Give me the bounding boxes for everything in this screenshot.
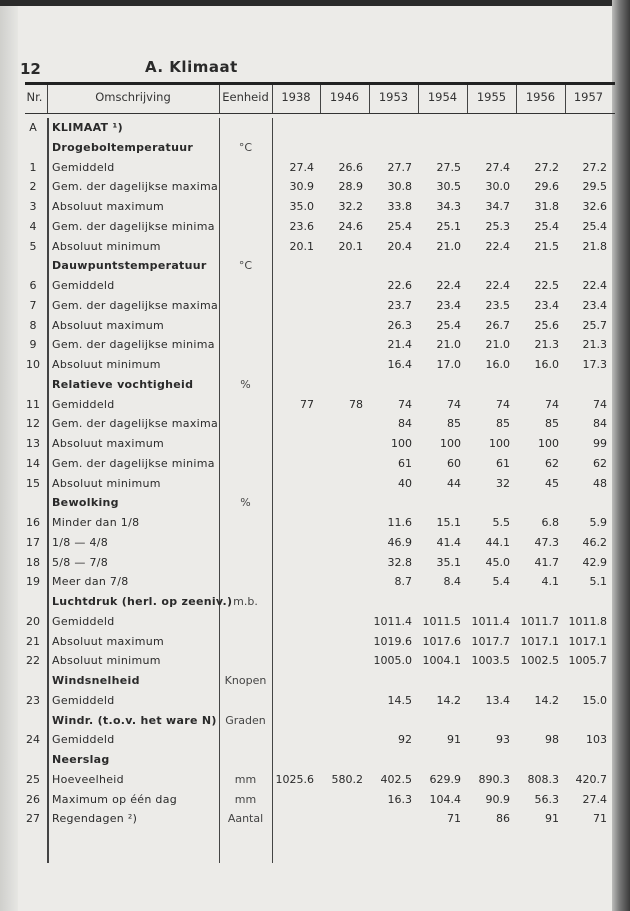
header-bottom-rule — [25, 113, 615, 114]
value-1953: 8.7 — [394, 575, 412, 589]
row-number: 22 — [26, 654, 40, 668]
group-heading: Dauwpuntstemperatuur — [52, 259, 207, 273]
table-row — [22, 771, 622, 790]
value-1953: 20.4 — [387, 239, 412, 253]
value-1953: 33.8 — [387, 200, 412, 213]
row-description: Gem. der dagelijkse maxima — [52, 180, 219, 194]
value-1954: 71 — [447, 812, 461, 826]
row-number: 26 — [26, 792, 40, 806]
scan-top-edge — [0, 0, 630, 6]
value-1956: 21.3 — [534, 338, 559, 352]
value-1954: 21.0 — [436, 338, 461, 352]
value-1953: 21.4 — [387, 338, 412, 352]
value-1956: 1002.5 — [520, 654, 559, 668]
row-number: 16 — [26, 516, 40, 529]
value-1938: 77 — [300, 397, 314, 411]
value-1955: 16.0 — [485, 358, 510, 371]
value-1957: 22.4 — [582, 279, 607, 292]
row-number: 23 — [26, 693, 40, 707]
value-1938: 27.4 — [289, 160, 314, 174]
table-row — [22, 810, 622, 829]
header-divider — [369, 85, 370, 113]
value-1953: 27.7 — [387, 160, 412, 174]
row-number: 8 — [29, 318, 37, 332]
table-row — [22, 178, 622, 197]
value-1953: 92 — [398, 733, 412, 747]
row-description: Regendagen ²) — [52, 812, 138, 826]
value-1956: 31.8 — [534, 200, 559, 213]
table-row — [22, 593, 622, 612]
row-description: Gemiddeld — [52, 397, 115, 411]
row-description: Gemiddeld — [52, 160, 115, 174]
table-row — [22, 139, 622, 158]
page-binding-edge — [0, 0, 18, 911]
column-header-1955: 1955 — [476, 90, 507, 104]
table-row — [22, 514, 622, 533]
value-1954: 74 — [447, 397, 461, 411]
row-number: 17 — [26, 535, 40, 549]
row-description: Absoluut minimum — [52, 239, 161, 253]
table-row — [22, 633, 622, 652]
table-row — [22, 119, 622, 138]
value-1957: 29.5 — [582, 180, 607, 194]
value-1956: 45 — [545, 476, 559, 490]
value-1956: 56.3 — [534, 792, 559, 806]
value-1955: 21.0 — [485, 338, 510, 352]
value-1953: 23.7 — [387, 298, 412, 312]
table-row — [22, 791, 622, 810]
value-1957: 27.4 — [582, 792, 607, 806]
row-description: 1/8 — 4/8 — [52, 535, 109, 549]
value-1957: 21.8 — [582, 239, 607, 253]
row-number: 6 — [29, 279, 37, 292]
table-row — [22, 198, 622, 217]
column-header-omschrijving: Omschrijving — [95, 90, 171, 104]
row-description: Absoluut maximum — [52, 318, 165, 332]
table-row — [22, 317, 622, 336]
value-1955: 1017.7 — [471, 634, 510, 648]
value-1946: 78 — [349, 397, 363, 411]
row-description: Gemiddeld — [52, 733, 115, 747]
value-1956: 21.5 — [534, 239, 559, 253]
table-row — [22, 712, 622, 731]
value-1956: 6.8 — [541, 516, 559, 529]
row-description: Maximum op één dag — [52, 792, 178, 806]
row-number: 24 — [26, 733, 40, 747]
value-1957: 5.9 — [589, 516, 607, 529]
value-1957: 42.9 — [582, 555, 607, 569]
value-1953: 74 — [398, 397, 412, 411]
value-1953: 1011.4 — [373, 614, 412, 628]
value-1955: 100 — [489, 437, 510, 450]
row-number: 9 — [29, 338, 37, 352]
value-1957: 32.6 — [582, 200, 607, 213]
value-1955: 25.3 — [485, 219, 510, 233]
value-1957: 420.7 — [575, 772, 607, 786]
row-description: Hoeveelheid — [52, 772, 124, 786]
row-number: 19 — [26, 575, 40, 589]
value-1956: 47.3 — [534, 535, 559, 549]
header-divider — [467, 85, 468, 113]
group-heading: Luchtdruk (herl. op zeeniv.) — [52, 595, 233, 608]
value-1957: 15.0 — [582, 693, 607, 707]
row-description: Absoluut maximum — [52, 437, 165, 450]
group-heading: Windr. (t.o.v. het ware N) — [52, 713, 217, 727]
row-description: Absoluut minimum — [52, 358, 161, 371]
value-1953: 30.8 — [387, 180, 412, 194]
value-1955: 86 — [496, 812, 510, 826]
row-unit: m.b. — [233, 595, 258, 608]
value-1953: 61 — [398, 456, 412, 470]
row-unit: % — [240, 496, 251, 510]
group-heading: Windsnelheid — [52, 674, 140, 687]
value-1953: 25.4 — [387, 219, 412, 233]
table-row — [22, 218, 622, 237]
value-1938: 20.1 — [289, 239, 314, 253]
value-1956: 808.3 — [527, 772, 559, 786]
value-1957: 62 — [593, 456, 607, 470]
value-1938: 35.0 — [289, 200, 314, 213]
row-number: 13 — [26, 437, 40, 450]
value-1954: 1017.6 — [422, 634, 461, 648]
row-unit: % — [240, 377, 251, 391]
value-1956: 25.6 — [534, 318, 559, 332]
row-description: Gem. der dagelijkse maxima — [52, 298, 219, 312]
table-row — [22, 554, 622, 573]
value-1955: 45.0 — [485, 555, 510, 569]
value-1955: 890.3 — [478, 772, 510, 786]
group-heading: Drogeboltemperatuur — [52, 140, 194, 154]
table-row — [22, 613, 622, 632]
value-1957: 1011.8 — [568, 614, 607, 628]
row-number: 5 — [29, 239, 37, 253]
value-1954: 44 — [447, 476, 461, 490]
value-1954: 17.0 — [436, 358, 461, 371]
table-row — [22, 475, 622, 494]
table-row — [22, 692, 622, 711]
column-header-nr: Nr. — [26, 90, 43, 104]
value-1956: 1017.1 — [520, 634, 559, 648]
value-1954: 100 — [440, 437, 461, 450]
row-description: Gem. der dagelijkse maxima — [52, 417, 219, 431]
group-heading: Neerslag — [52, 753, 110, 766]
value-1954: 35.1 — [436, 555, 461, 569]
value-1954: 22.4 — [436, 279, 461, 292]
value-1954: 23.4 — [436, 298, 461, 312]
table-row — [22, 238, 622, 257]
row-unit: mm — [234, 772, 257, 786]
column-header-1954: 1954 — [427, 90, 458, 104]
row-unit: °C — [238, 259, 253, 273]
row-description: Meer dan 7/8 — [52, 575, 129, 589]
table-row — [22, 297, 622, 316]
value-1955: 26.7 — [485, 318, 510, 332]
row-description: Absoluut minimum — [52, 654, 161, 668]
value-1955: 93 — [496, 733, 510, 747]
value-1953: 22.6 — [387, 279, 412, 292]
value-1956: 29.6 — [534, 180, 559, 194]
row-number: 7 — [29, 298, 37, 312]
value-1956: 100 — [538, 437, 559, 450]
value-1955: 1003.5 — [471, 654, 510, 668]
page-number: 12 — [20, 60, 41, 78]
value-1957: 17.3 — [582, 358, 607, 371]
row-description: Absoluut maximum — [52, 200, 165, 213]
value-1956: 25.4 — [534, 219, 559, 233]
column-header-1953: 1953 — [378, 90, 409, 104]
row-number: 11 — [26, 397, 40, 411]
row-description: Gem. der dagelijkse minima — [52, 456, 215, 470]
table-row — [22, 257, 622, 276]
value-1957: 27.2 — [582, 160, 607, 174]
row-number: 10 — [26, 358, 40, 371]
value-1954: 85 — [447, 417, 461, 431]
value-1946: 28.9 — [338, 180, 363, 194]
row-number: 3 — [29, 200, 37, 213]
row-description: Gem. der dagelijkse minima — [52, 338, 215, 352]
value-1938: 1025.6 — [275, 772, 314, 786]
value-1955: 22.4 — [485, 239, 510, 253]
row-unit: Aantal — [227, 812, 264, 826]
value-1957: 71 — [593, 812, 607, 826]
value-1956: 23.4 — [534, 298, 559, 312]
value-1954: 30.5 — [436, 180, 461, 194]
value-1946: 32.2 — [338, 200, 363, 213]
row-description: Absoluut minimum — [52, 476, 161, 490]
column-header-1956: 1956 — [525, 90, 556, 104]
value-1956: 41.7 — [534, 555, 559, 569]
value-1957: 48 — [593, 476, 607, 490]
value-1956: 74 — [545, 397, 559, 411]
value-1946: 24.6 — [338, 219, 363, 233]
value-1953: 26.3 — [387, 318, 412, 332]
value-1953: 100 — [391, 437, 412, 450]
value-1954: 60 — [447, 456, 461, 470]
value-1946: 26.6 — [338, 160, 363, 174]
value-1955: 74 — [496, 397, 510, 411]
value-1956: 14.2 — [534, 693, 559, 707]
table-row — [22, 534, 622, 553]
value-1954: 1004.1 — [422, 654, 461, 668]
header-divider — [516, 85, 517, 113]
value-1955: 61 — [496, 456, 510, 470]
value-1953: 40 — [398, 476, 412, 490]
value-1957: 5.1 — [589, 575, 607, 589]
table-row — [22, 159, 622, 178]
value-1957: 1005.7 — [568, 654, 607, 668]
table-row — [22, 573, 622, 592]
value-1956: 1011.7 — [520, 614, 559, 628]
header-divider — [219, 85, 220, 113]
column-header-eenheid: Eenheid — [222, 90, 269, 104]
row-unit: °C — [238, 140, 253, 154]
group-heading: Bewolking — [52, 496, 119, 510]
row-number: 15 — [26, 476, 40, 490]
value-1955: 23.5 — [485, 298, 510, 312]
value-1946: 580.2 — [331, 772, 363, 786]
value-1957: 84 — [593, 417, 607, 431]
row-number: 1 — [29, 160, 37, 174]
column-header-1938: 1938 — [281, 90, 311, 104]
row-number: 2 — [29, 180, 37, 194]
value-1953: 16.4 — [387, 358, 412, 371]
table-row — [22, 336, 622, 355]
value-1938: 30.9 — [289, 180, 314, 194]
header-divider — [320, 85, 321, 113]
value-1954: 629.9 — [429, 772, 461, 786]
value-1955: 85 — [496, 417, 510, 431]
value-1955: 44.1 — [485, 535, 510, 549]
value-1953: 402.5 — [380, 772, 412, 786]
value-1957: 23.4 — [582, 298, 607, 312]
value-1953: 1005.0 — [373, 654, 412, 668]
table-row — [22, 435, 622, 454]
table-row — [22, 652, 622, 671]
value-1956: 62 — [545, 456, 559, 470]
value-1953: 46.9 — [387, 535, 412, 549]
value-1938: 23.6 — [289, 219, 314, 233]
column-header-1957: 1957 — [573, 90, 604, 104]
value-1953: 16.3 — [387, 792, 412, 806]
value-1957: 99 — [593, 437, 607, 450]
value-1953: 11.6 — [387, 516, 412, 529]
value-1957: 46.2 — [582, 535, 607, 549]
row-number: 14 — [26, 456, 40, 470]
value-1954: 91 — [447, 733, 461, 747]
row-description: Gem. der dagelijkse minima — [52, 219, 215, 233]
value-1955: 5.5 — [492, 516, 510, 529]
table-row — [22, 376, 622, 395]
value-1955: 1011.4 — [471, 614, 510, 628]
value-1954: 8.4 — [443, 575, 461, 589]
header-divider — [418, 85, 419, 113]
value-1955: 34.7 — [485, 200, 510, 213]
row-description: Gemiddeld — [52, 614, 115, 628]
table-row — [22, 356, 622, 375]
value-1955: 30.0 — [485, 180, 510, 194]
value-1957: 74 — [593, 397, 607, 411]
value-1957: 1017.1 — [568, 634, 607, 648]
row-number: 25 — [26, 772, 40, 786]
row-number: A — [29, 121, 37, 134]
value-1954: 27.5 — [436, 160, 461, 174]
row-number: 4 — [29, 219, 37, 233]
value-1956: 4.1 — [541, 575, 559, 589]
value-1955: 27.4 — [485, 160, 510, 174]
row-unit: mm — [234, 792, 257, 806]
row-description: Minder dan 1/8 — [52, 516, 140, 529]
row-number: 12 — [26, 417, 40, 431]
value-1954: 1011.5 — [422, 614, 461, 628]
table-row — [22, 672, 622, 691]
value-1954: 14.2 — [436, 693, 461, 707]
value-1956: 85 — [545, 417, 559, 431]
section-title: A. Klimaat — [145, 58, 238, 76]
value-1954: 21.0 — [436, 239, 461, 253]
row-number: 21 — [26, 634, 40, 648]
header-divider — [272, 85, 273, 113]
table-row — [22, 455, 622, 474]
value-1953: 1019.6 — [373, 634, 412, 648]
value-1953: 14.5 — [387, 693, 412, 707]
table-row — [22, 494, 622, 513]
value-1956: 27.2 — [534, 160, 559, 174]
row-number: 27 — [26, 812, 40, 826]
row-description: Gemiddeld — [52, 693, 115, 707]
value-1957: 25.7 — [582, 318, 607, 332]
table-row — [22, 396, 622, 415]
value-1954: 15.1 — [436, 516, 461, 529]
row-description: Absoluut maximum — [52, 634, 165, 648]
value-1954: 104.4 — [429, 792, 461, 806]
value-1957: 103 — [586, 733, 607, 747]
value-1955: 32 — [496, 476, 510, 490]
value-1956: 22.5 — [534, 279, 559, 292]
value-1955: 13.4 — [485, 693, 510, 707]
row-unit: Knopen — [224, 674, 267, 687]
value-1954: 25.4 — [436, 318, 461, 332]
value-1946: 20.1 — [338, 239, 363, 253]
group-heading: KLIMAAT ¹) — [52, 121, 123, 134]
value-1957: 25.4 — [582, 219, 607, 233]
value-1956: 16.0 — [534, 358, 559, 371]
row-number: 18 — [26, 555, 40, 569]
table-row — [22, 415, 622, 434]
group-heading: Relatieve vochtigheid — [52, 377, 194, 391]
row-unit: Graden — [225, 713, 266, 727]
value-1954: 34.3 — [436, 200, 461, 213]
value-1956: 91 — [545, 812, 559, 826]
table-row — [22, 277, 622, 296]
value-1953: 84 — [398, 417, 412, 431]
value-1957: 21.3 — [582, 338, 607, 352]
header-divider — [565, 85, 566, 113]
value-1954: 41.4 — [436, 535, 461, 549]
value-1955: 90.9 — [485, 792, 510, 806]
value-1955: 5.4 — [492, 575, 510, 589]
value-1954: 25.1 — [436, 219, 461, 233]
value-1955: 22.4 — [485, 279, 510, 292]
table-row — [22, 731, 622, 750]
row-description: 5/8 — 7/8 — [52, 555, 109, 569]
table-row — [22, 751, 622, 770]
value-1956: 98 — [545, 733, 559, 747]
header-divider — [47, 85, 48, 113]
row-description: Gemiddeld — [52, 279, 115, 292]
column-header-1946: 1946 — [329, 90, 360, 104]
value-1953: 32.8 — [387, 555, 412, 569]
row-number: 20 — [26, 614, 40, 628]
